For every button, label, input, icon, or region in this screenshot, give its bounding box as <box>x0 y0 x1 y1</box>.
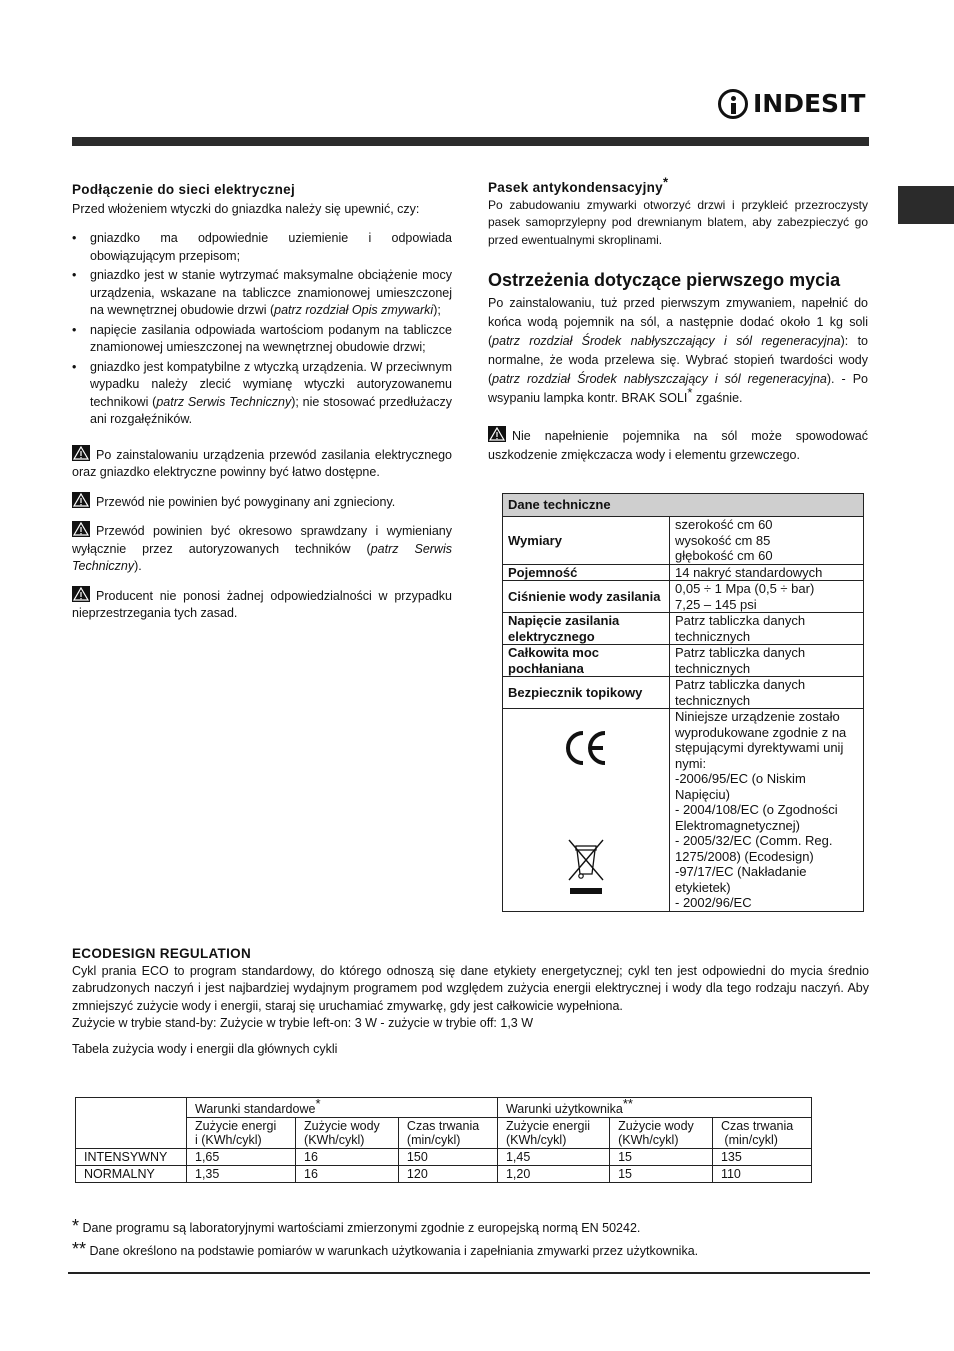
warning-note: Przewód powinien być okresowo sprawdzany i wymieniany wyłącznie przez autoryzowanych techników (patrz Serwis Techniczny). <box>72 521 452 576</box>
table-row: Ciśnienie wody zasilania 0,05 ÷ 1 Mpa (0,5 ÷ bar) 7,25 – 145 psi <box>503 581 864 613</box>
table-row: Zużycie energi i (KWh/cykl) Zużycie wody (KWh/cykl) Czas trwania (min/cykl) Zużycie energii (KWh/cykl) Zużycie wody (KWh/cykl) Czas trwania (min/cykl) <box>76 1118 812 1149</box>
list-item: • gniazdko jest w stanie wytrzymać maksymalne obciążenie mocy urządzenia, wskazane na tabliczce znamionowej umieszczonej na wewnętrznej obudowie drzwi (patrz rozdział Opis zmywarki); <box>72 267 452 320</box>
warning-note: Przewód nie powinien być powyginany ani zgnieciony. <box>72 492 452 512</box>
warning-icon <box>72 586 90 602</box>
warning-note: Producent nie ponosi żadnej odpowiedzialności w przypadku nieprzestrzegania tych zasad. <box>72 586 452 623</box>
table-row <box>76 1098 812 1118</box>
table-header-row <box>503 494 864 517</box>
table-row: Pojemność 14 nakryć standardowych <box>503 564 864 581</box>
table-row: Całkowita moc pochłaniana Patrz tabliczka danych technicznych <box>503 645 864 677</box>
table-row: Niniejsze urządzenie zostało wyprodukowane zgodnie z na stępującymi dyrektywami unij nymi: -2006/95/EC (o Niskim Napięciu) - 2004/108/EC (o Zgodności Elektromagnetycznej) - 2005/32/EC (Comm. Reg. 1275/2008) (Ecodesign) -97/17/EC (Nakładanie etykietek) - 2002/96/EC <box>503 709 864 912</box>
list-item: • gniazdko ma odpowiednie uziemienie i odpowiada obowiązującym przepisom; <box>72 230 452 265</box>
table-group-header: Warunki użytkownika** <box>497 1098 811 1118</box>
warning-icon <box>72 492 90 508</box>
cycles-table <box>75 1097 812 1183</box>
table-row: NORMALNY 1,35 16 120 1,20 15 110 <box>76 1166 812 1183</box>
header-bar <box>72 137 869 146</box>
indesit-logo <box>718 84 870 124</box>
weee-bin-icon <box>566 838 606 896</box>
warning-icon <box>72 521 90 537</box>
indesit-logo-icon <box>718 89 748 119</box>
table-row: Wymiary szerokość cm 60 wysokość cm 85 głębokość cm 60 <box>503 517 864 565</box>
warning-note: Po zainstalowaniu urządzenia przewód zasilania elektrycznego oraz gniazdko elektryczne powinny być łatwo dostępne. <box>72 445 452 482</box>
ecodesign-text: Cykl prania ECO to program standardowy, do którego odnoszą się dane etykiety energetycznej; cykl ten jest odpowiedni do mycia średnio zabrudzonych naczyń i jest najbardziej wydajnym programem pod względem zużycia energii elektrycznej i wody dla tego rodzaju naczyń. Aby zmniejszyć zużycie wody i energii, staraj się uruchamiać zmywarkę, gdy jest całkowicie wypełniona. <box>72 963 869 1013</box>
section-title-antikondens: Pasek antykondensacyjny* <box>488 174 669 195</box>
table-row: INTENSYWNY 1,65 16 150 1,45 15 135 <box>76 1149 812 1166</box>
section-title-first-wash: Ostrzeżenia dotyczące pierwszego mycia <box>488 270 841 290</box>
left-column <box>72 181 452 623</box>
directive-text: Niniejsze urządzenie zostało wyprodukowane zgodnie z na stępującymi dyrektywami unij nymi: <box>675 709 847 771</box>
first-wash-text: Po zainstalowaniu, tuż przed pierwszym zmywaniem, napełnić do końca wodą pojemnik na sól, a następnie dodać około 1 kg soli (patrz rozdział Środek nabłyszczający i sól regeneracyjna): to normalne, że woda przelewa się. Wybrać stopień twardości wody (patrz rozdział Środek nabłyszczający i sól regeneracyjna). - Po wsypaniu lampka kontr. BRAK SOLI* zgaśnie. <box>488 296 868 405</box>
warning-icon <box>72 445 90 461</box>
cycles-table-caption: Tabela zużycia wody i energii dla głównych cykli <box>72 1041 338 1056</box>
ecodesign-section <box>72 945 869 1058</box>
ce-mark-icon <box>561 728 611 768</box>
antikondens-text: Po zabudowaniu zmywarki otworzyć drzwi i przykleić przezroczysty pasek samoprzylepny pod drewnianym blatem, aby zabezpieczyć go przed ewentualnymi skroplinami. <box>488 197 868 247</box>
table-group-header: Warunki standardowe* <box>187 1098 498 1118</box>
brand-name: INDESIT <box>753 89 866 119</box>
warning-icon <box>488 426 506 442</box>
list-item: • napięcie zasilania odpowiada wartościom podanym na tabliczce znamionowej umieszczonej na wewnętrznej obudowie drzwi; <box>72 322 452 357</box>
table-row: Napięcie zasilania elektrycznego Patrz tabliczka danych technicznych <box>503 613 864 645</box>
standby-text: Zużycie w trybie stand-by: Zużycie w trybie left-on: 3 W - zużycie w trybie off: 1,3 W <box>72 1016 534 1030</box>
language-tab <box>898 186 954 224</box>
footnote: ** Dane określono na podstawie pomiarów w warunkach użytkowania i zapełniania zmywarki przez użytkownika. <box>72 1239 699 1259</box>
warning-note: Nie napełnienie pojemnika na sól może spowodować uszkodzenie zmiękczacza wody i elementu grzewczego. <box>488 426 868 465</box>
electrical-checklist <box>72 230 452 429</box>
footnotes <box>72 1216 869 1262</box>
table-row: Bezpiecznik topikowy Patrz tabliczka danych technicznych <box>503 677 864 709</box>
section-title-ecodesign: ECODESIGN REGULATION <box>72 946 252 961</box>
electrical-intro: Przed włożeniem wtyczki do gniazdka należy się upewnić, czy: <box>72 201 420 216</box>
list-item: • gniazdko jest kompatybilne z wtyczką urządzenia. W przeciwnym wypadku należy zlecić wymianę wtyczki autoryzowanemu technikowi (patrz Serwis Techniczny); nie stosować przedłużaczy ani rozgałęźników. <box>72 359 452 429</box>
footer-rule <box>68 1272 870 1274</box>
right-column <box>488 174 868 465</box>
technical-data-table <box>502 493 864 912</box>
section-title-electrical: Podłączenie do sieci elektrycznej <box>72 182 295 197</box>
table-header: Dane techniczne <box>503 494 864 517</box>
footnote: * Dane programu są laboratoryjnymi wartościami zmierzonymi zgodnie z europejską normą EN 50242. <box>72 1216 641 1236</box>
